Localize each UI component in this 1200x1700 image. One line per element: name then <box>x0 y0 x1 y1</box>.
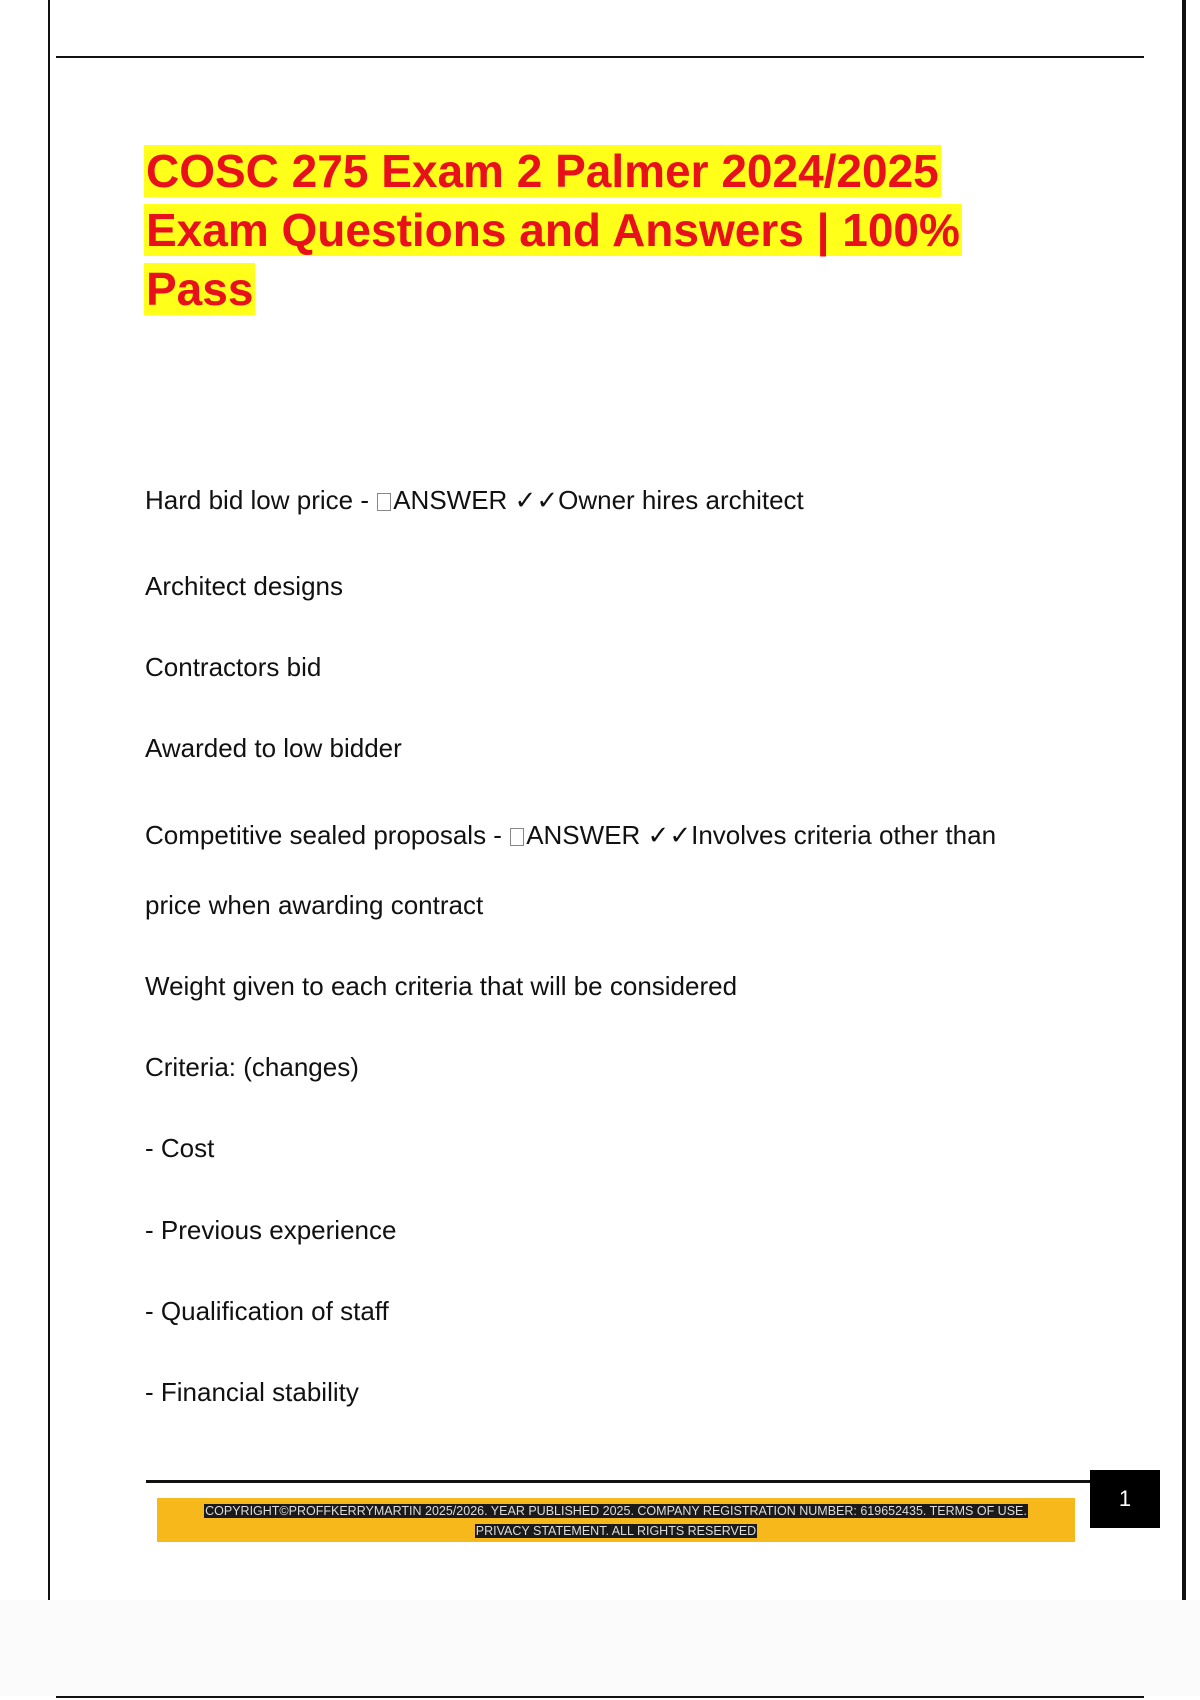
qa-line-1 <box>145 485 1145 515</box>
question-text: Hard bid low price - <box>145 485 377 515</box>
answer-line: Contractors bid <box>145 652 322 682</box>
criteria-item: - Financial stability <box>145 1377 359 1407</box>
answer-text: ANSWER ✓✓Involves criteria other than <box>526 820 997 850</box>
document-title-text: COSC 275 Exam 2 Palmer 2024/2025 Exam Questions and Answers | 100% Pass <box>146 145 960 315</box>
missing-glyph-icon <box>510 828 524 846</box>
page-border-right <box>1182 0 1186 1600</box>
copyright-line-2: PRIVACY STATEMENT. ALL RIGHTS RESERVED <box>475 1524 757 1538</box>
criteria-item: - Cost <box>145 1133 215 1163</box>
footer-copyright <box>157 1501 1075 1541</box>
page-gap <box>0 1600 1200 1696</box>
answer-line: price when awarding contract <box>145 890 484 920</box>
document-title <box>144 142 1044 319</box>
criteria-item: - Previous experience <box>145 1215 397 1245</box>
page-number: 1 <box>1090 1470 1160 1528</box>
question-text: Competitive sealed proposals - <box>145 820 510 850</box>
qa-line-2 <box>145 820 1145 850</box>
header-rule <box>56 56 1144 58</box>
copyright-line-1: COPYRIGHT©PROFFKERRYMARTIN 2025/2026. YEAR PUBLISHED 2025. COMPANY REGISTRATION NUMBER: 619652435. TERMS OF USE. <box>205 1504 1027 1518</box>
next-page-rule <box>56 1696 1144 1698</box>
page-border-left <box>48 0 50 1600</box>
criteria-item: - Qualification of staff <box>145 1296 389 1326</box>
answer-line: Architect designs <box>145 571 343 601</box>
answer-line: Awarded to low bidder <box>145 733 402 763</box>
answer-text: ANSWER ✓✓Owner hires architect <box>393 485 804 515</box>
answer-line: Criteria: (changes) <box>145 1052 359 1082</box>
missing-glyph-icon <box>377 493 391 511</box>
footer-rule <box>146 1480 1090 1483</box>
answer-line: Weight given to each criteria that will be considered <box>145 971 738 1001</box>
